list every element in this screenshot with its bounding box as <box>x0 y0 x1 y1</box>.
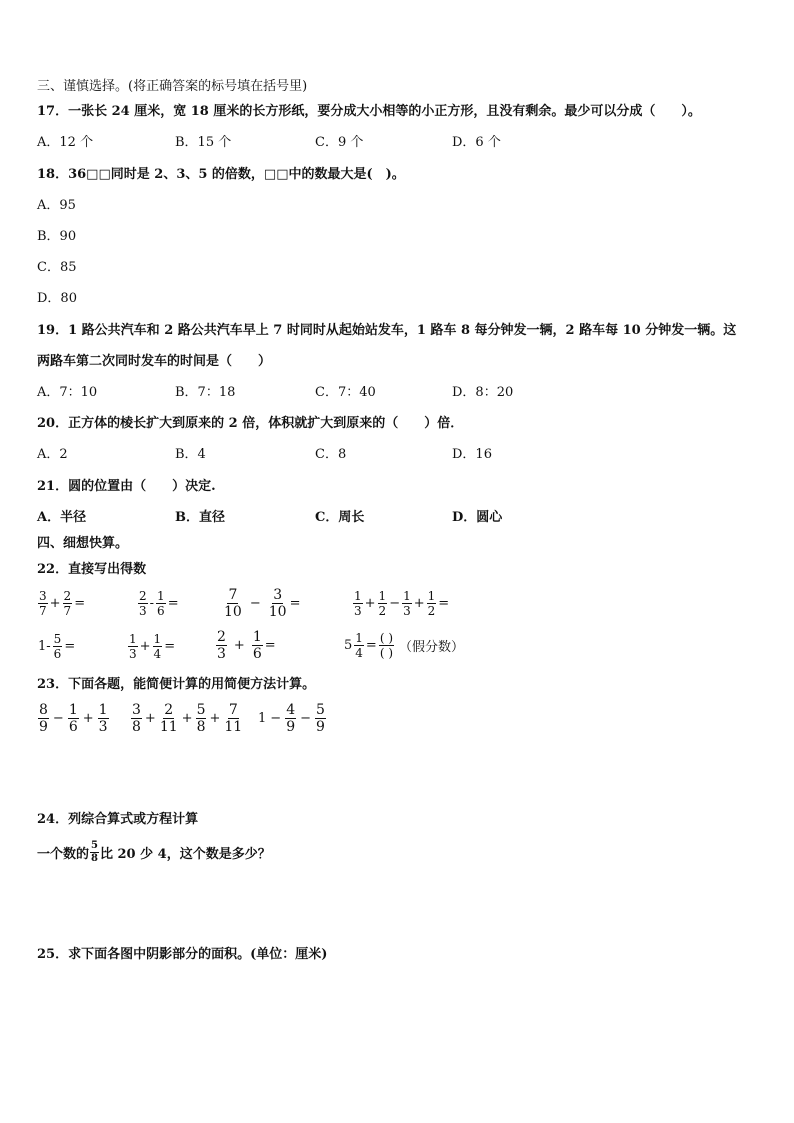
q19-option-c: C．7：40 <box>315 385 376 400</box>
q20-option-d: D．16 <box>452 447 492 462</box>
q21-option-b: B．直径 <box>175 510 225 525</box>
q18-option-a: A．95 <box>37 198 76 213</box>
q17-option-c: C．9 个 <box>315 135 364 150</box>
improper-fraction-note: （假分数） <box>399 640 465 655</box>
q19-option-b: B．7：18 <box>175 385 236 400</box>
q17-option-d: D．6 个 <box>452 135 501 150</box>
question-24-title: 24．列综合算式或方程计算 <box>37 812 199 827</box>
question-20: 20．正方体的棱长扩大到原来的 2 倍，体积就扩大到原来的（ ）倍． <box>37 416 464 431</box>
q20-option-c: C．8 <box>315 447 347 462</box>
q23-expr-2: $\frac{3}{8}$ + $\frac{2}{11}$ + $\frac{5}{8}$ + $\frac{7}{11}$ <box>132 702 243 735</box>
question-23-title: 23．下面各题，能简便计算的用简便方法计算。 <box>37 677 316 692</box>
question-22-title: 22．直接写出得数 <box>37 562 147 577</box>
q20-option-b: B．4 <box>175 447 206 462</box>
question-17: 17．一张长 24 厘米，宽 18 厘米的长方形纸，要分成大小相等的小正方形，且没有剩余。最少可以分成（ ）。 <box>37 104 701 119</box>
q22-expr-4: $\frac{1}{3}$ + $\frac{1}{2}$ − $\frac{1}{3}$ + $\frac{1}{2}$ = <box>354 589 450 618</box>
q17-option-a: A．12 个 <box>37 135 94 150</box>
q23-expr-1: $\frac{8}{9}$ − $\frac{1}{6}$ + $\frac{1}{3}$ <box>39 702 108 735</box>
section-4-title: 四、细想快算。 <box>37 536 129 551</box>
section-3-title: 三、谨慎选择。(将正确答案的标号填在括号里) <box>37 79 308 94</box>
q22-expr-6: $\frac{1}{3}$ + $\frac{1}{4}$ = <box>129 632 176 661</box>
q17-option-b: B．15 个 <box>175 135 232 150</box>
q22-expr-1: $\frac{3}{7}$ + $\frac{2}{7}$ = <box>39 589 86 618</box>
question-19-line-1: 19．1 路公共汽车和 2 路公共汽车早上 7 时同时从起始站发车，1 路车 8 每分钟发一辆，2 路车每 10 分钟发一辆。这 <box>37 323 737 338</box>
question-24-text: 一个数的 $\frac{5}{8}$ 比 20 少 4，这个数是多少？ <box>37 840 271 864</box>
q18-option-c: C．85 <box>37 260 77 275</box>
question-18: 18．36□□同时是 2、3、5 的倍数，□□中的数最大是( )。 <box>37 167 405 182</box>
q22-expr-5: 1- $\frac{5}{6}$ = <box>38 632 76 661</box>
q18-option-b: B．90 <box>37 229 77 244</box>
q18-option-d: D．80 <box>37 291 77 306</box>
question-25-title: 25．求下面各图中阴影部分的面积。(单位：厘米) <box>37 947 328 962</box>
q22-expr-7: $\frac{2}{3}$ + $\frac{1}{6}$ = <box>217 629 276 662</box>
q22-expr-3: $\frac{7}{10}$ − $\frac{3}{10}$ = <box>224 587 301 620</box>
q21-option-d: D．圆心 <box>452 510 503 525</box>
q22-expr-2: $\frac{2}{3}$ - $\frac{1}{6}$ = <box>139 589 179 618</box>
q20-option-a: A．2 <box>37 447 68 462</box>
q19-option-a: A．7：10 <box>37 385 98 400</box>
q19-option-d: D．8：20 <box>452 385 514 400</box>
question-19-line-2: 两路车第二次同时发车的时间是（ ） <box>37 354 272 369</box>
q23-expr-3: 1 − $\frac{4}{9}$ − $\frac{5}{9}$ <box>258 702 325 735</box>
q21-option-c: C．周长 <box>315 510 365 525</box>
question-21: 21．圆的位置由（ ）决定. <box>37 479 216 494</box>
q22-expr-8: 5 $\frac{1}{4}$ = $\frac{( )}{( )}$ （假分数） <box>344 631 465 660</box>
q21-option-a: A．半径 <box>37 510 87 525</box>
